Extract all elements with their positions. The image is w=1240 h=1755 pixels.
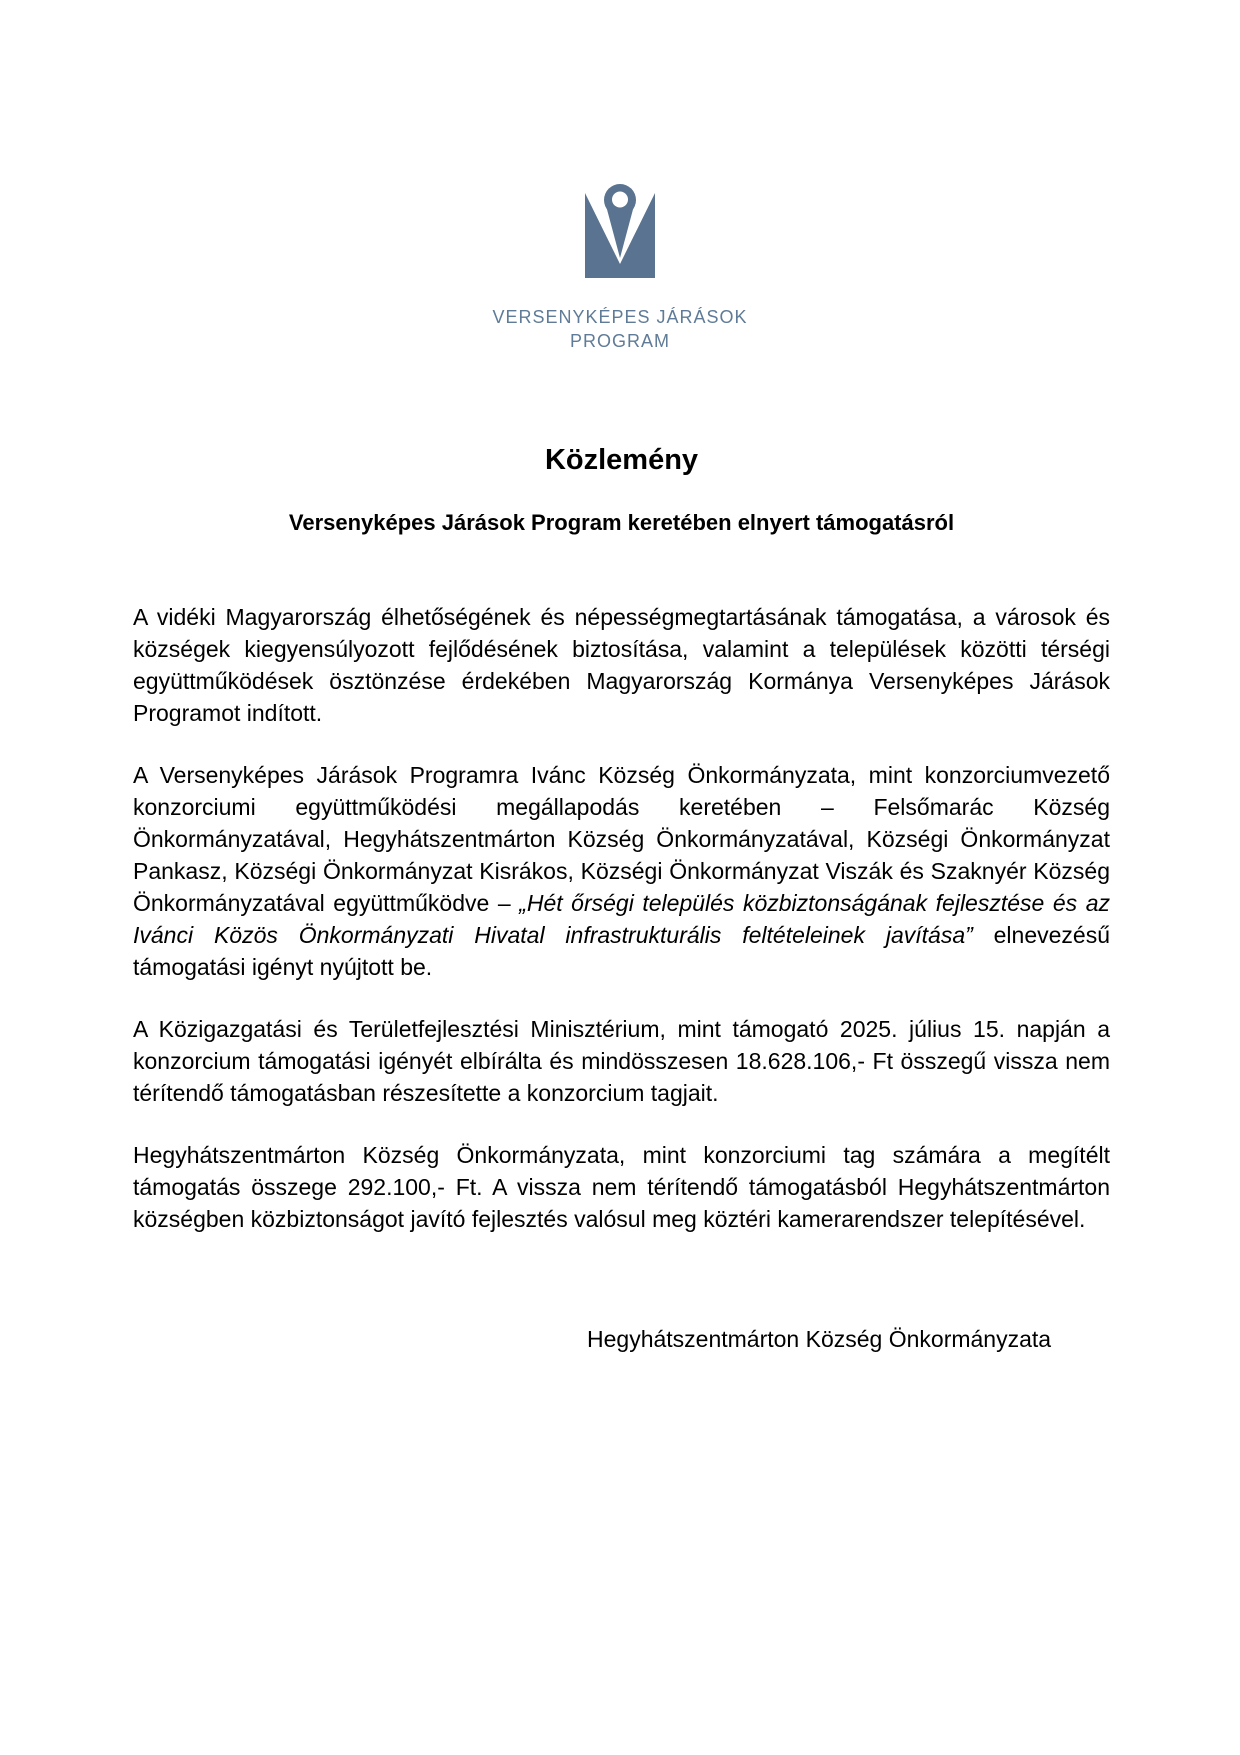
paragraph-text-run: „Hét őrségi település közbiztonságának fejlesztése és az Ivánci Közös Önkormányzati Hivatal infrastrukturális feltételeinek javítása” xyxy=(133,890,1110,948)
logo-wordmark xyxy=(0,305,1240,353)
document-body xyxy=(133,601,1110,1235)
paragraph-text-run: A Közigazgatási és Területfejlesztési Minisztérium, mint támogató 2025. július 15. napján a konzorcium támogatási igényét elbírálta és mindösszesen 18.628.106,- Ft összegű vissza nem térítendő támogatásban részesítette a konzorcium tagjait. xyxy=(133,1016,1110,1106)
paragraph-text-run: A Versenyképes Járások Programra Ivánc Község Önkormányzata, mint konzorciumvezető konzorciumi együttműködési megállapodás keretében – Felsőmarác Község Önkormányzatával, Hegyhátszentmárton Község Önkormányzatával, Községi Önkormányzat Pankasz, Községi Önkormányzat Kisrákos, Községi Önkormányzat Viszák és Szaknyér Község Önkormányzatával együttműködve – xyxy=(133,762,1110,916)
body-paragraph xyxy=(133,759,1110,983)
signature-line: Hegyhátszentmárton Község Önkormányzata xyxy=(587,1326,1052,1352)
document-content xyxy=(0,443,1240,1355)
document-subtitle: Versenyképes Járások Program keretében elnyert támogatásról xyxy=(288,510,955,535)
paragraph-text-run: A vidéki Magyarország élhetőségének és népességmegtartásának támogatása, a városok és községek kiegyensúlyozott fejlődésének biztosítása, valamint a települések közötti térségi együttműködések ösztönzése érdekében Magyarország Kormánya Versenyképes Járások Programot indított. xyxy=(133,604,1110,726)
logo-wordmark-line2: PROGRAM xyxy=(569,331,670,351)
document-title: Közlemény xyxy=(544,444,699,476)
location-pin-logo-icon xyxy=(585,183,655,278)
body-paragraph xyxy=(133,601,1110,729)
paragraph-text-run: elnevezésű támogatási igényt nyújtott be. xyxy=(133,922,1110,980)
body-paragraph xyxy=(133,1139,1110,1235)
paragraph-text-run: Hegyhátszentmárton Község Önkormányzata, mint konzorciumi tag számára a megítélt támogatás összege 292.100,- Ft. A vissza nem térítendő támogatásból Hegyhátszentmárton községben közbiztonságot javító fejlesztés valósul meg köztéri kamerarendszer telepítésével. xyxy=(133,1142,1110,1232)
logo-wordmark-line1: VERSENYKÉPES JÁRÁSOK xyxy=(492,307,748,327)
body-paragraph xyxy=(133,1013,1110,1109)
program-logo xyxy=(0,0,1240,353)
